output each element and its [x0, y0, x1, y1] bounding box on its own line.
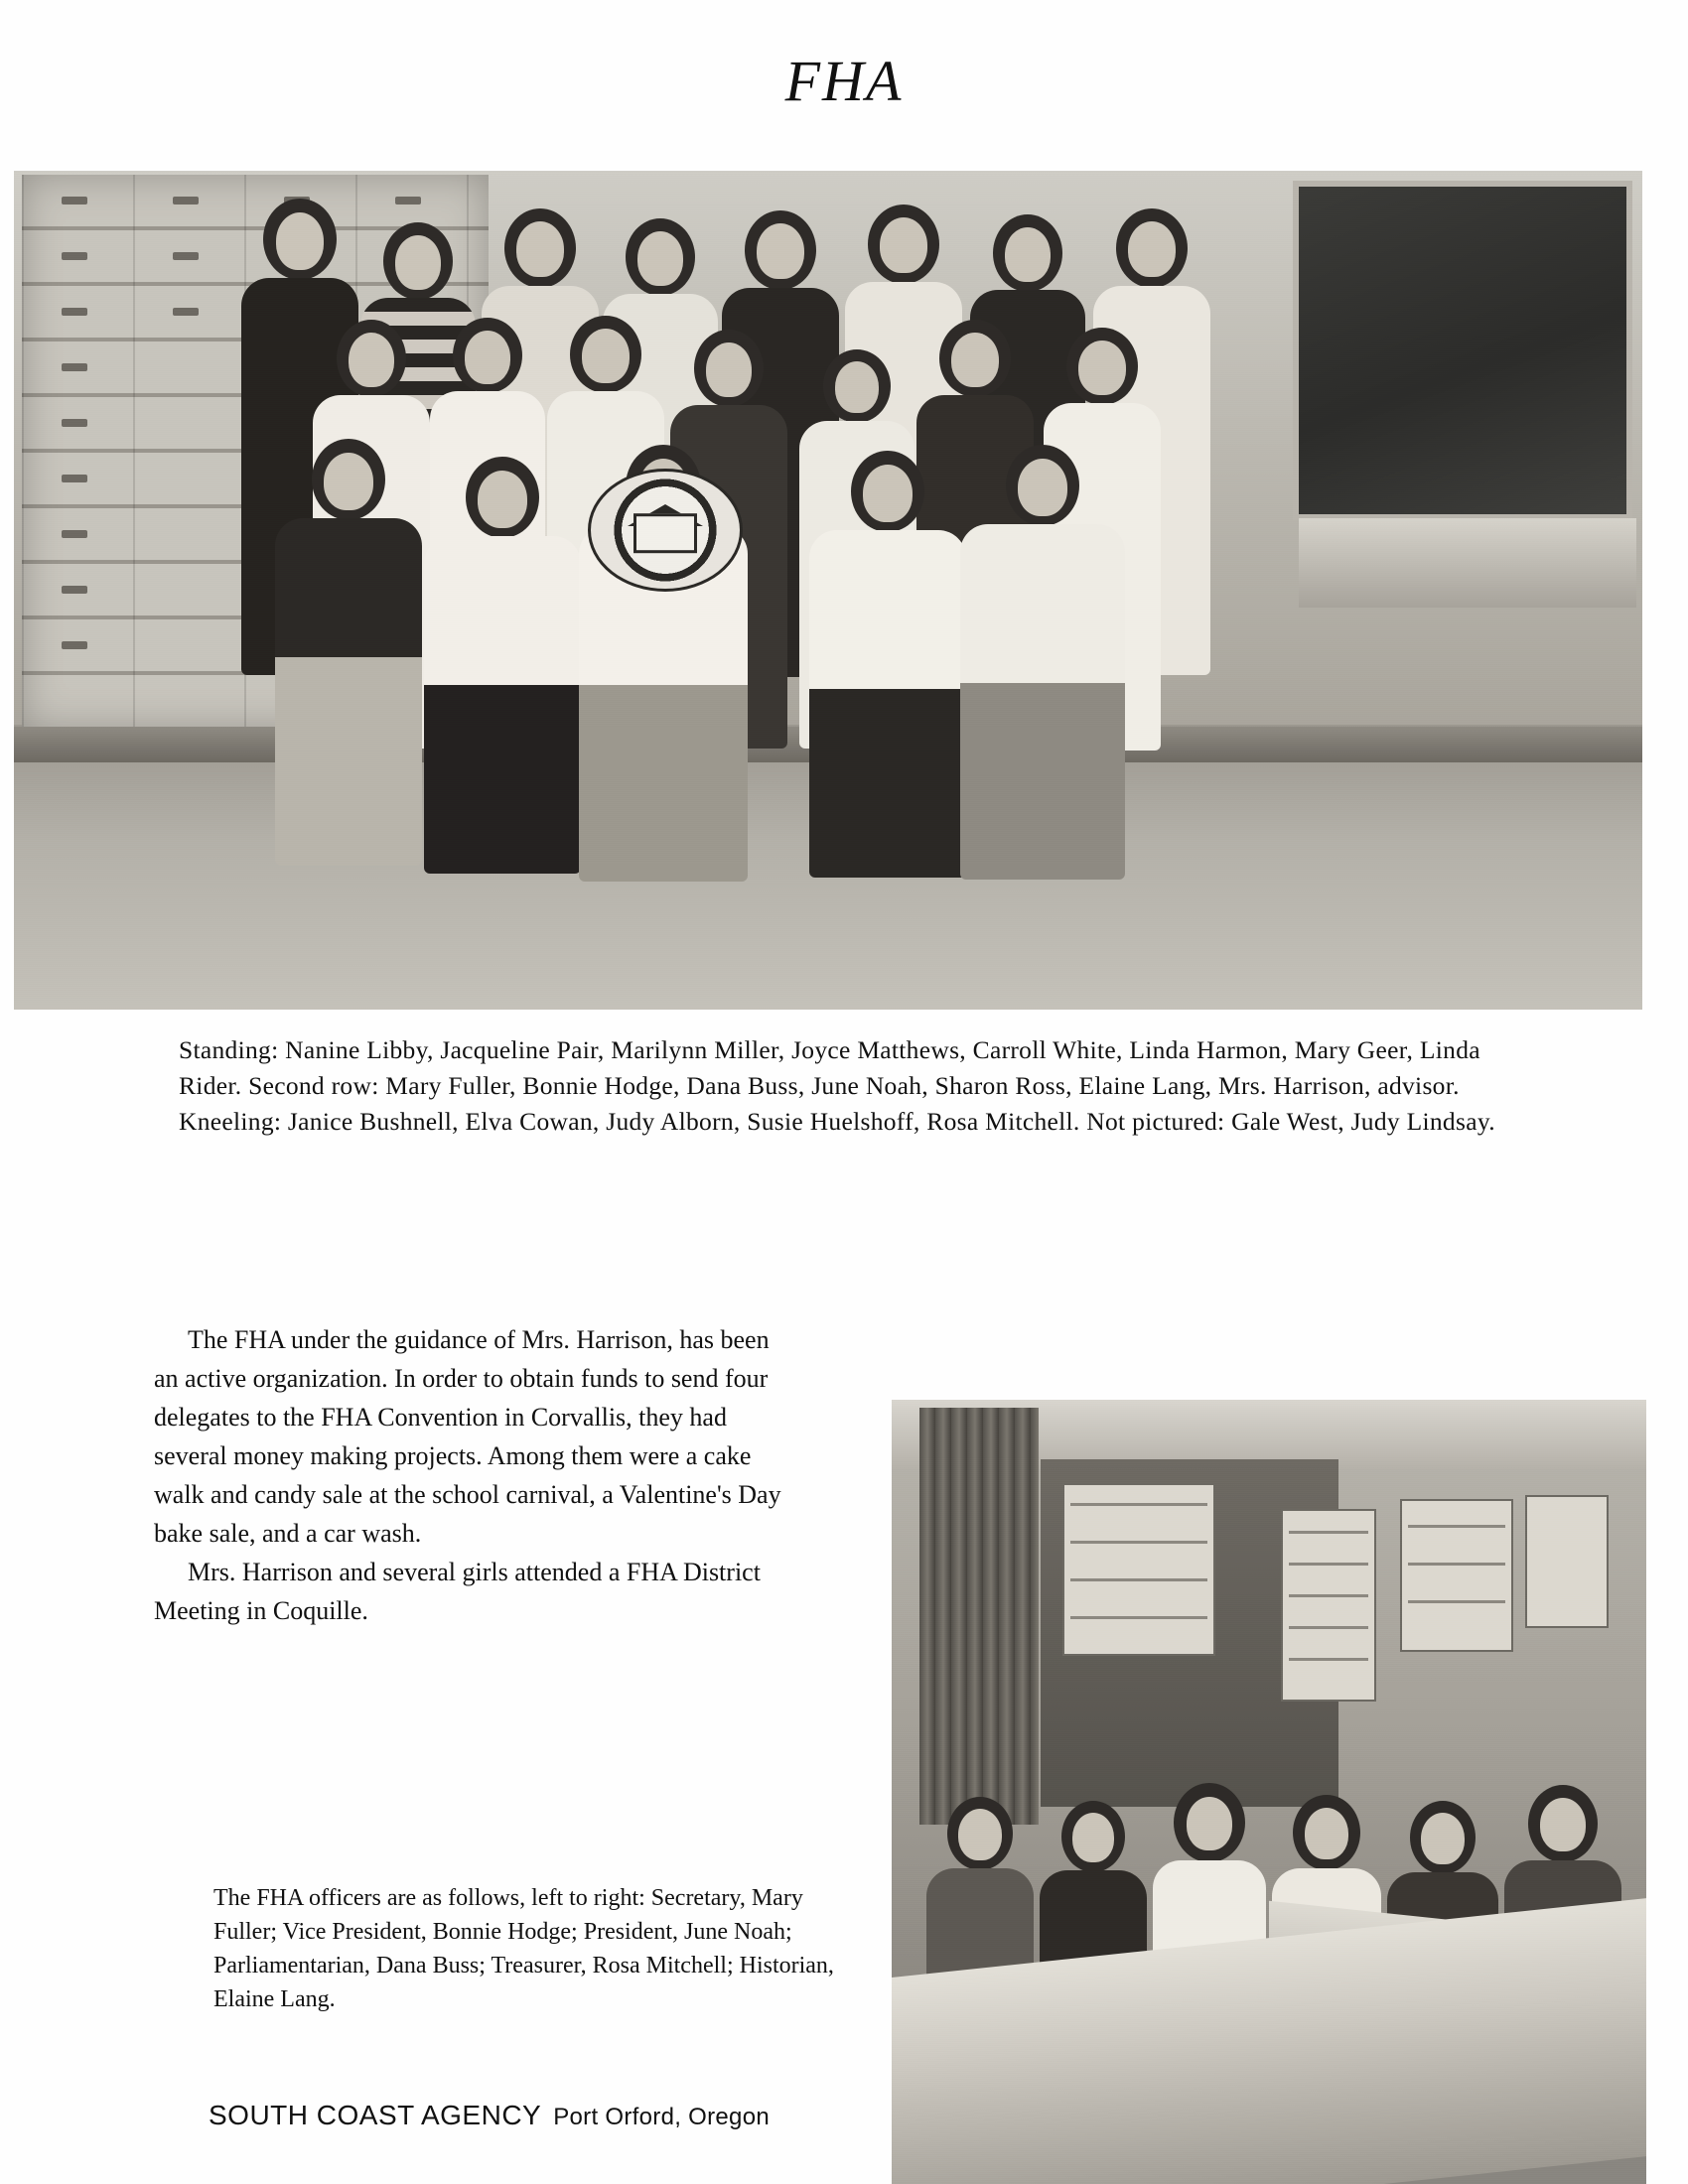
officers-photo [892, 1400, 1646, 2184]
person-kneeling [959, 445, 1126, 882]
wall-poster-right [1400, 1499, 1513, 1652]
group-photo [14, 171, 1642, 1010]
advertiser-location: Port Orford, Oregon [553, 2104, 771, 2130]
officers-caption: The FHA officers are as follows, left to right: Secretary, Mary Fuller; Vice President, Bonnie Hodge; President, June Noah; Parliamentarian, Dana Buss; Treasurer, Rosa Mitchell; Historian, Elaine Lang. [213, 1885, 834, 2012]
advertiser-name: SOUTH COAST AGENCY [209, 2100, 542, 2130]
banner-poster [1525, 1495, 1609, 1628]
article-paragraph-1 [154, 1320, 789, 1553]
page-title: FHA [784, 49, 904, 113]
article-paragraph-2-text: Mrs. Harrison and several girls attended a FHA District Meeting in Coquille. [154, 1558, 761, 1625]
bulletin-poster [1281, 1509, 1376, 1702]
advertisement [209, 2100, 904, 2131]
person-kneeling [423, 457, 582, 874]
article-paragraph-2 [154, 1553, 789, 1630]
window-curtain [919, 1408, 1039, 1825]
fha-emblem-icon [588, 469, 743, 592]
drafting-table [1299, 518, 1636, 608]
group-photo-caption: Standing: Nanine Libby, Jacqueline Pair, Marilynn Miller, Joyce Matthews, Carroll White, Linda Harmon, Mary Geer, Linda Rider. Second row: Mary Fuller, Bonnie Hodge, Dana Buss, June Noah, Sharon Ross, Elaine Lang, Mrs. Harrison, advisor. Kneeling: Janice Bushnell, Elva Cowan, Judy Alborn, Susie Huelshoff, Rosa Mitchell. Not pictured: Gale West, Judy Lindsay. [179, 1035, 1495, 1136]
article-body [154, 1320, 789, 1630]
person-kneeling [808, 451, 967, 878]
article-paragraph-1-text: The FHA under the guidance of Mrs. Harrison, has been an active organization. In order to obtain funds to send four delegates to the FHA Convention in Corvallis, they had several money making projects. Among them were a cake walk and candy sale at the school carnival, a Valentine's Day bake sale, and a car wash. [154, 1325, 781, 1548]
person-kneeling [274, 439, 423, 866]
chalkboard [1293, 181, 1632, 520]
nutrition-poster [1062, 1483, 1215, 1656]
